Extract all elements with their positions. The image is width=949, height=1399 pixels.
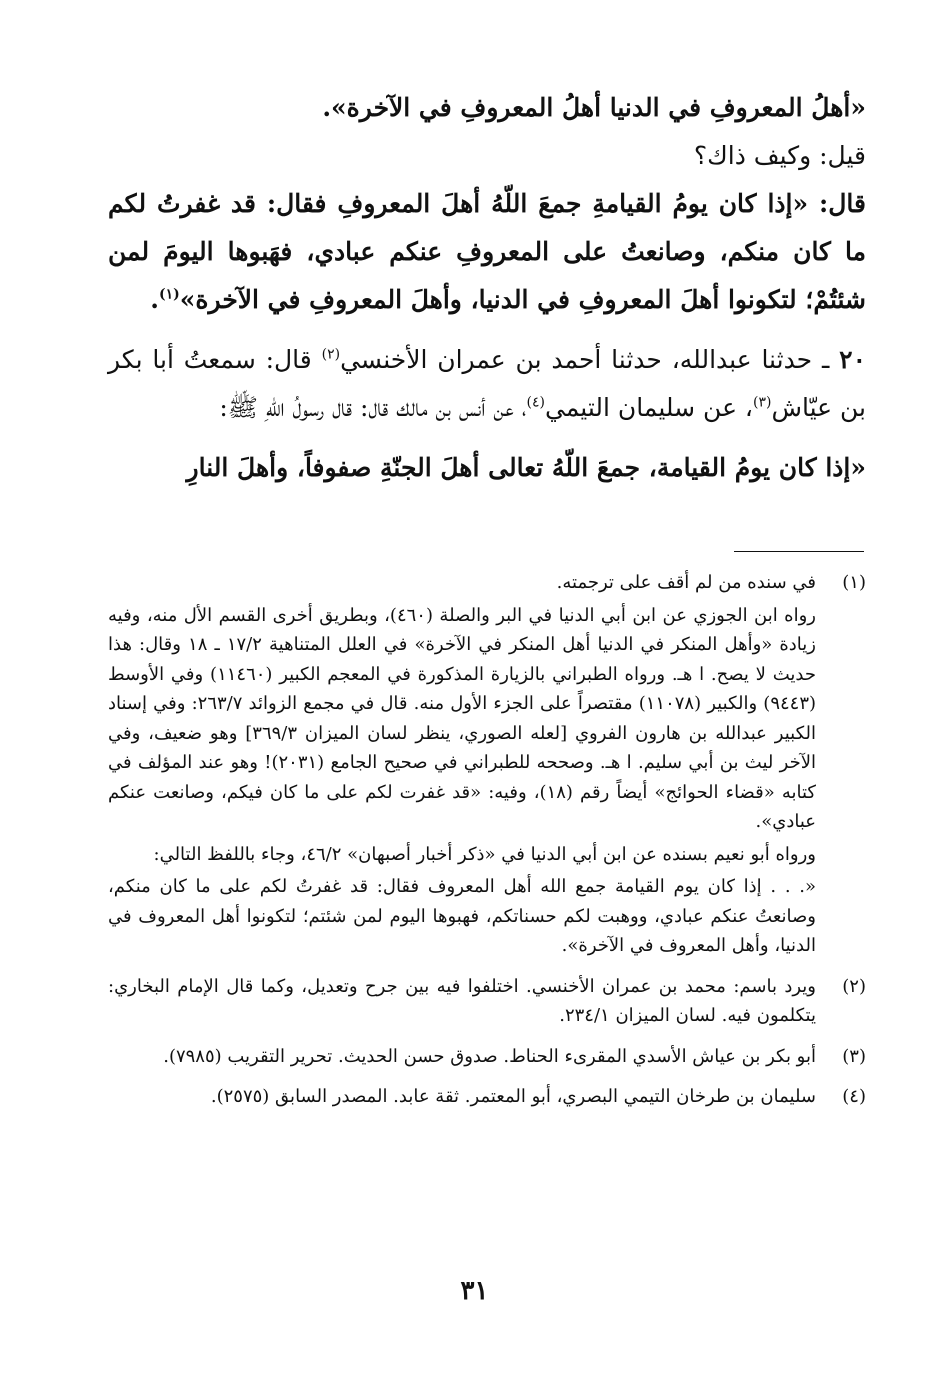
footnote-number: (٣)	[842, 1045, 866, 1067]
paragraph-3-end: .	[150, 285, 160, 314]
text-paragraph-3	[108, 180, 866, 324]
footnote-ref-1[interactable]: (١)	[159, 286, 180, 303]
hadith-number: ٢٠	[839, 345, 866, 374]
footnote-ref-3[interactable]: (٣)	[753, 394, 772, 411]
main-text	[108, 84, 866, 492]
isnad-part-c: ، عن سليمان التيمي	[545, 393, 753, 422]
footnote-paragraph: سليمان بن طرخان التيمي البصري، أبو المعتمر. ثقة عابد. المصدر السابق (٢٥٧٥).	[210, 1086, 816, 1107]
hadith-20-isnad	[108, 336, 866, 432]
footnote-number: (٤)	[842, 1086, 866, 1107]
hadith-20-matn: «إذا كان يومُ القيامة، جمعَ اللّهُ تعالى أهلَ الجنّةِ صفوفاً، وأهلَ النارِ	[186, 453, 866, 482]
footnote-ref-2[interactable]: (٢)	[321, 346, 341, 363]
footnote-divider	[734, 551, 864, 552]
page-number: ٣١	[460, 1276, 489, 1306]
footnote-paragraph: ويرد باسم: محمد بن عمران الأخنسي. اختلفوا فيه بين جرح وتعديل، وكما قال الإمام البخاري: يتكلمون فيه. لسان الميزان ٢٣٤/١.	[108, 975, 816, 1026]
footnote-3	[108, 1042, 866, 1075]
footnote-ref-4[interactable]: (٤)	[526, 394, 545, 411]
footnote-1	[108, 568, 866, 964]
footnote-body	[108, 1042, 816, 1075]
footnote-paragraph: ورواه أبو نعيم بسنده عن ابن أبي الدنيا في «ذكر أخبار أصبهان» ٤٦/٢، وجاء باللفظ التالي:	[153, 843, 816, 865]
footnote-paragraph: في سنده من لم أقف على ترجمته.	[556, 572, 816, 593]
text-line-1: «أهلُ المعروفِ في الدنيا أهلُ المعروفِ في الآخرة».	[322, 93, 866, 122]
isnad-part-d: ، عن أنس بن مالك قال: قال رسولُ اللّهِ ﷺ:	[219, 393, 527, 422]
footnote-body	[108, 1082, 816, 1115]
isnad-part-b: قال: سمعتُ أبا بكر بن عيّاش	[108, 345, 866, 422]
footnote-4	[108, 1082, 866, 1115]
footnotes	[108, 568, 866, 1123]
footnote-number: (١)	[842, 572, 866, 593]
footnote-paragraph: أبو بكر بن عياش الأسدي المقرىء الحناط. صدوق حسن الحديث. تحرير التقريب (٧٩٨٥).	[163, 1045, 816, 1067]
footnote-body	[108, 568, 816, 964]
footnote-paragraph: «. . . إذا كان يوم القيامة جمع الله أهل المعروف فقال: قد غفرتُ لكم على ما كان منكم، وصانعتُ عنكم عبادي، ووهبت لكم حسناتكم، فهبوها اليوم لمن شئتم؛ لتكونوا أهل المعروف في الدنيا، وأهل المعروف في الآخرة».	[108, 876, 816, 956]
isnad-part-a: ـ حدثنا عبدالله، حدثنا أحمد بن عمران الأخنسي	[340, 345, 840, 374]
text-line-2: قيل: وكيف ذاك؟	[693, 141, 866, 170]
footnote-number: (٢)	[842, 975, 866, 997]
footnote-body	[108, 972, 816, 1034]
paragraph-3-text: قال: «إذا كان يومُ القيامةِ جمعَ اللّهُ أهلَ المعروفِ فقال: قد غفرتُ لكم ما كان منكم، وصانعتُ على المعروفِ عنكم عبادي، فهَبوها اليومَ لمن شئتُمْ؛ لتكونوا أهلَ المعروفِ في الدنيا، وأهلَ المعروفِ في الآخرة»	[108, 189, 866, 314]
footnote-2	[108, 972, 866, 1034]
footnote-paragraph: رواه ابن الجوزي عن ابن أبي الدنيا في البر والصلة (٤٦٠)، وبطريق أخرى القسم الأل منه، وفيه زيادة «وأهل المنكر في الدنيا أهل المنكر في الآخرة» في العلل المتناهية ١٧/٢ ـ ١٨ وقال: هذا حديث لا يصح. ا هـ. ورواه الطبراني بالزيارة المذكورة في المعجم الكبير (١١٤٦٠) وفي الأوسط (٩٤٤٣) والكبير (١١٠٧٨) مقتصراً على الجزء الأول منه. قال في مجمع الزوائد ٢٦٣/٧: وفي إسناد الكبير عبدالله بن هارون الفروي [لعله الصوري، ينظر لسان الميزان ٣٦٩/٣] وهو ضعيف، وفي الآخر ليث بن أبي سليم. ا هـ. وصححه للطبراني في صحيح الجامع (٢٠٣١)! وهو عند المؤلف في كتابه «قضاء الحوائج» أيضاً رقم (١٨)، وفيه: «قد غفرت لكم على ما كان فيكم، وصانعت عنكم عبادي».	[108, 604, 817, 832]
